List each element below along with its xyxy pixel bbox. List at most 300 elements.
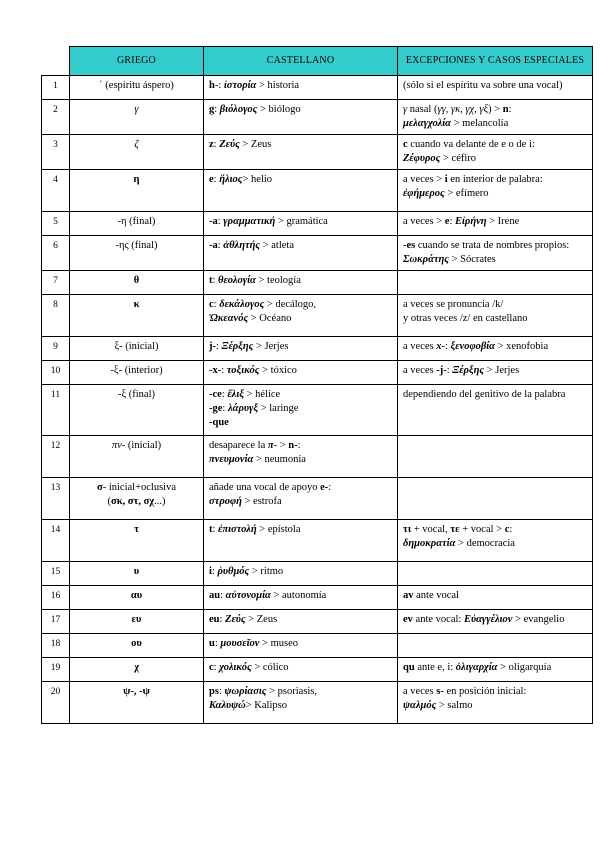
- cell-castellano: [204, 586, 398, 610]
- text-segment: > neumonía: [253, 454, 306, 465]
- castellano-line: [209, 215, 392, 229]
- text-segment: Καλυψώ: [209, 700, 246, 711]
- cell-excepciones: [398, 295, 593, 337]
- text-segment: :: [212, 275, 219, 286]
- castellano-line: [209, 565, 392, 579]
- text-segment: ζ: [134, 139, 139, 150]
- cell-excepciones: [398, 170, 593, 212]
- excepciones-line: [403, 215, 587, 229]
- text-segment: :: [214, 638, 221, 649]
- text-segment: ἐφήμερος: [403, 188, 445, 199]
- row-number: 10: [42, 361, 70, 385]
- row-number: 11: [42, 385, 70, 436]
- text-segment: z: [209, 139, 214, 150]
- cell-griego: [70, 76, 204, 100]
- text-segment: > tóxico: [259, 365, 297, 376]
- table-row: [42, 76, 593, 100]
- text-segment: > salmo: [436, 700, 473, 711]
- excepciones-line: [403, 699, 587, 713]
- text-segment: -ης (final): [115, 240, 158, 251]
- cell-griego: [70, 562, 204, 586]
- table-row: [42, 361, 593, 385]
- griego-line: [75, 637, 198, 651]
- griego-line: [75, 103, 198, 117]
- cell-griego: [70, 135, 204, 170]
- text-segment: :: [444, 341, 451, 352]
- text-segment: :: [219, 614, 226, 625]
- cell-excepciones: [398, 271, 593, 295]
- text-segment: c: [504, 524, 510, 535]
- cell-excepciones: [398, 236, 593, 271]
- text-segment: ου: [131, 638, 142, 649]
- text-segment: s-: [436, 686, 444, 697]
- text-segment: > helio: [242, 174, 273, 185]
- text-segment: :: [213, 139, 220, 150]
- text-segment: - inicial+oclusiva: [102, 482, 176, 493]
- text-segment: ante e, i:: [414, 662, 456, 673]
- text-segment: ῥυθμός: [217, 566, 250, 577]
- griego-line: [75, 685, 198, 699]
- text-segment: στροφή: [209, 496, 242, 507]
- text-segment: κ: [133, 299, 140, 310]
- row-number: 1: [42, 76, 70, 100]
- excepciones-line: [403, 312, 587, 326]
- cell-castellano: [204, 385, 398, 436]
- excepciones-line: [403, 79, 587, 93]
- cell-excepciones: [398, 478, 593, 520]
- griego-line: [75, 215, 198, 229]
- text-segment: a veces: [403, 365, 437, 376]
- castellano-line: [209, 453, 392, 467]
- header-blank-cell: [42, 47, 70, 76]
- text-segment: ev: [403, 614, 413, 625]
- text-segment: -x-: [209, 365, 222, 376]
- cell-excepciones: [398, 562, 593, 586]
- castellano-line: [209, 523, 392, 537]
- cell-castellano: [204, 436, 398, 478]
- text-segment: a veces >: [403, 216, 445, 227]
- text-segment: -ξ (final): [117, 389, 156, 400]
- griego-line: [75, 298, 198, 312]
- row-number: 19: [42, 658, 70, 682]
- cell-griego: [70, 337, 204, 361]
- text-segment: Ξέρξης: [452, 365, 485, 376]
- table-row: [42, 634, 593, 658]
- excepciones-line: [403, 661, 587, 675]
- text-segment: t: [209, 275, 213, 286]
- cell-castellano: [204, 562, 398, 586]
- row-number: 6: [42, 236, 70, 271]
- row-number: 20: [42, 682, 70, 724]
- text-segment: t: [209, 524, 213, 535]
- text-segment: > ritmo: [249, 566, 284, 577]
- text-segment: μουσεῖον: [220, 638, 260, 649]
- table-row: [42, 170, 593, 212]
- text-segment: desaparece la: [209, 440, 268, 451]
- text-segment: -a: [209, 216, 218, 227]
- table-row: [42, 212, 593, 236]
- cell-castellano: [204, 520, 398, 562]
- castellano-line: [209, 388, 392, 402]
- castellano-line: [209, 274, 392, 288]
- excepciones-line: [403, 340, 587, 354]
- text-segment: > oligarquía: [497, 662, 552, 673]
- row-number: 5: [42, 212, 70, 236]
- text-segment: ψωρίασις: [224, 686, 267, 697]
- excepciones-line: [403, 364, 587, 378]
- table-row: [42, 337, 593, 361]
- text-segment: θ: [133, 275, 140, 286]
- header-row: [42, 47, 593, 76]
- text-segment: βιόλογος: [219, 104, 258, 115]
- text-segment: -a: [209, 240, 218, 251]
- griego-line: [75, 388, 198, 402]
- text-segment: :: [213, 662, 220, 673]
- table-row: [42, 658, 593, 682]
- griego-line: [75, 481, 198, 495]
- text-segment: n: [502, 104, 509, 115]
- text-segment: cuando va delante de e o de i:: [407, 139, 535, 150]
- text-segment: γραμματική: [223, 216, 276, 227]
- castellano-line: [209, 613, 392, 627]
- text-segment: > decálogo,: [264, 299, 316, 310]
- text-segment: añade una vocal de apoyo: [209, 482, 321, 493]
- cell-excepciones: [398, 436, 593, 478]
- text-segment: e: [209, 174, 214, 185]
- text-segment: nasal (: [407, 104, 438, 115]
- text-segment: > Kalipso: [245, 700, 287, 711]
- griego-line: [75, 239, 198, 253]
- text-segment: > cólico: [251, 662, 289, 673]
- text-segment: γ: [134, 104, 139, 115]
- text-segment: σκ, στ, σχ: [110, 496, 155, 507]
- cell-griego: [70, 436, 204, 478]
- castellano-line: [209, 481, 392, 495]
- text-segment: -:: [214, 80, 224, 91]
- cell-excepciones: [398, 100, 593, 135]
- text-segment: > teología: [255, 275, 301, 286]
- castellano-line: [209, 364, 392, 378]
- cell-excepciones: [398, 337, 593, 361]
- text-segment: :: [212, 524, 219, 535]
- text-segment: > psoriasis,: [266, 686, 318, 697]
- text-segment: > Zeus: [245, 614, 278, 625]
- cell-castellano: [204, 478, 398, 520]
- table-row: [42, 135, 593, 170]
- text-segment: :: [211, 566, 218, 577]
- text-segment: > Zeus: [239, 139, 272, 150]
- text-segment: ψαλμός: [403, 700, 437, 711]
- cell-griego: [70, 271, 204, 295]
- text-segment: c: [403, 139, 408, 150]
- text-segment: τ: [134, 524, 139, 535]
- text-segment: ξ- (inicial): [114, 341, 159, 352]
- cell-griego: [70, 658, 204, 682]
- cell-excepciones: [398, 520, 593, 562]
- excepciones-line: [403, 537, 587, 551]
- header-excepciones: EXCEPCIONES Y CASOS ESPECIALES: [398, 47, 593, 76]
- text-segment: > Jerjes: [484, 365, 520, 376]
- table-row: [42, 385, 593, 436]
- text-segment: > atleta: [260, 240, 294, 251]
- text-segment: -η (final): [117, 216, 156, 227]
- cell-castellano: [204, 634, 398, 658]
- castellano-line: [209, 79, 392, 93]
- text-segment: > efímero: [444, 188, 489, 199]
- cell-excepciones: [398, 76, 593, 100]
- text-segment: ῾ (espíritu áspero): [99, 80, 174, 91]
- text-segment: :: [221, 389, 228, 400]
- excepciones-line: [403, 152, 587, 166]
- text-segment: > Irene: [486, 216, 520, 227]
- text-segment: :: [220, 590, 226, 601]
- cell-griego: [70, 100, 204, 135]
- castellano-line: [209, 138, 392, 152]
- row-number: 4: [42, 170, 70, 212]
- text-segment: ψ-, -ψ: [123, 686, 150, 697]
- cell-griego: [70, 634, 204, 658]
- excepciones-line: [403, 138, 587, 152]
- text-segment: πνευμονία: [209, 454, 254, 465]
- text-segment: en interior de palabra:: [447, 174, 543, 185]
- text-segment: Ζεύς: [219, 139, 240, 150]
- text-segment: :: [213, 299, 220, 310]
- cell-griego: [70, 586, 204, 610]
- text-segment: av: [403, 590, 414, 601]
- text-segment: > evangelio: [512, 614, 565, 625]
- cell-griego: [70, 295, 204, 337]
- text-segment: eu: [209, 614, 220, 625]
- text-segment: - >: [273, 440, 289, 451]
- cell-castellano: [204, 295, 398, 337]
- text-segment: a veces: [403, 686, 437, 697]
- text-segment: αὐτονομία: [225, 590, 271, 601]
- text-segment: :: [216, 341, 222, 352]
- header-castellano: CASTELLANO: [204, 47, 398, 76]
- excepciones-line: [403, 589, 587, 603]
- excepciones-line: [403, 117, 587, 131]
- castellano-line: [209, 416, 392, 430]
- castellano-line: [209, 103, 392, 117]
- cell-castellano: [204, 76, 398, 100]
- row-number: 12: [42, 436, 70, 478]
- table-row: [42, 271, 593, 295]
- text-segment: ps: [209, 686, 219, 697]
- text-segment: cuando se trata de nombres propios:: [415, 240, 570, 251]
- text-segment: τι: [403, 524, 412, 535]
- table-row: [42, 295, 593, 337]
- text-segment: n-: [288, 440, 298, 451]
- text-segment: > hélice: [243, 389, 281, 400]
- text-segment: > Sócrates: [448, 254, 496, 265]
- text-segment: u: [209, 638, 215, 649]
- cell-griego: [70, 236, 204, 271]
- text-segment: Σωκράτης: [403, 254, 449, 265]
- row-number: 18: [42, 634, 70, 658]
- text-segment: ἱστορία: [223, 80, 257, 91]
- text-segment: h: [209, 80, 215, 91]
- cell-griego: [70, 212, 204, 236]
- text-segment: Ζεύς: [225, 614, 246, 625]
- text-segment: > museo: [259, 638, 299, 649]
- text-segment: τοξικός: [226, 365, 260, 376]
- text-segment: :: [222, 403, 228, 414]
- cell-excepciones: [398, 586, 593, 610]
- text-segment: λάρυγξ: [227, 403, 259, 414]
- table-row: [42, 682, 593, 724]
- text-segment: > historia: [256, 80, 300, 91]
- row-number: 3: [42, 135, 70, 170]
- text-segment: g: [209, 104, 215, 115]
- text-segment: > Jerjes: [253, 341, 289, 352]
- text-segment: dependiendo del genitivo de la palabra: [403, 389, 566, 400]
- table-row: [42, 436, 593, 478]
- excepciones-line: [403, 388, 587, 402]
- text-segment: δημοκρατία: [403, 538, 456, 549]
- text-segment: Ὠκεανός: [209, 313, 249, 324]
- text-segment: -ge: [209, 403, 223, 414]
- transcription-table: [41, 46, 593, 724]
- cell-castellano: [204, 100, 398, 135]
- text-segment: i: [444, 174, 448, 185]
- text-segment: > epístola: [256, 524, 301, 535]
- castellano-line: [209, 239, 392, 253]
- text-segment: γγ, γκ, γχ, γξ: [437, 104, 489, 115]
- text-segment: a veces se pronuncia /k/: [403, 299, 504, 310]
- griego-line: [75, 173, 198, 187]
- cell-griego: [70, 478, 204, 520]
- text-segment: ante vocal: [413, 590, 459, 601]
- row-number: 16: [42, 586, 70, 610]
- row-number: 9: [42, 337, 70, 361]
- text-segment: i: [209, 566, 212, 577]
- text-segment: > laringe: [258, 403, 299, 414]
- castellano-line: [209, 173, 392, 187]
- excepciones-line: [403, 685, 587, 699]
- text-segment: τε: [450, 524, 460, 535]
- text-segment: :: [217, 216, 224, 227]
- text-segment: y otras veces /z/ en castellano: [403, 313, 528, 324]
- text-segment: > gramática: [275, 216, 328, 227]
- cell-castellano: [204, 271, 398, 295]
- cell-griego: [70, 361, 204, 385]
- griego-line: [75, 340, 198, 354]
- cell-castellano: [204, 658, 398, 682]
- row-number: 14: [42, 520, 70, 562]
- text-segment: :: [328, 482, 332, 493]
- text-segment: (sólo si el espíritu va sobre una vocal): [403, 80, 563, 91]
- text-segment: υ: [133, 566, 140, 577]
- text-segment: -que: [209, 417, 229, 428]
- text-segment: au: [209, 590, 221, 601]
- text-segment: :: [221, 365, 227, 376]
- text-segment: πν: [111, 440, 122, 451]
- text-segment: -es: [403, 240, 416, 251]
- text-segment: c: [209, 662, 214, 673]
- cell-excepciones: [398, 658, 593, 682]
- text-segment: -ce: [209, 389, 222, 400]
- cell-castellano: [204, 682, 398, 724]
- cell-castellano: [204, 135, 398, 170]
- text-segment: σ: [97, 482, 103, 493]
- text-segment: qu: [403, 662, 415, 673]
- griego-line: [75, 439, 198, 453]
- excepciones-line: [403, 173, 587, 187]
- griego-line: [75, 565, 198, 579]
- griego-line: [75, 138, 198, 152]
- cell-castellano: [204, 337, 398, 361]
- text-segment: ἀθλητής: [223, 240, 261, 251]
- castellano-line: [209, 589, 392, 603]
- cell-castellano: [204, 212, 398, 236]
- text-segment: ὀλιγαρχία: [455, 662, 498, 673]
- text-segment: :: [297, 440, 301, 451]
- castellano-line: [209, 312, 392, 326]
- cell-griego: [70, 520, 204, 562]
- text-segment: > Océano: [248, 313, 292, 324]
- cell-castellano: [204, 361, 398, 385]
- text-segment: -j-: [436, 365, 447, 376]
- text-segment: + vocal,: [411, 524, 451, 535]
- text-segment: αυ: [130, 590, 143, 601]
- table-row: [42, 478, 593, 520]
- cell-griego: [70, 170, 204, 212]
- excepciones-line: [403, 613, 587, 627]
- text-segment: -ξ- (interior): [110, 365, 163, 376]
- text-segment: + vocal >: [459, 524, 505, 535]
- griego-line: [75, 661, 198, 675]
- cell-excepciones: [398, 610, 593, 634]
- text-segment: > autonomía: [270, 590, 327, 601]
- text-segment: > democracia: [455, 538, 515, 549]
- griego-line: [75, 589, 198, 603]
- castellano-line: [209, 699, 392, 713]
- text-segment: e: [444, 216, 450, 227]
- castellano-line: [209, 495, 392, 509]
- text-segment: η: [133, 174, 140, 185]
- text-segment: ) >: [488, 104, 503, 115]
- text-segment: > biólogo: [257, 104, 301, 115]
- cell-excepciones: [398, 361, 593, 385]
- text-segment: (: [107, 496, 111, 507]
- castellano-line: [209, 439, 392, 453]
- text-segment: γ: [403, 104, 408, 115]
- text-segment: > estrofa: [241, 496, 282, 507]
- table-body: [42, 76, 593, 724]
- griego-line: [75, 364, 198, 378]
- cell-excepciones: [398, 212, 593, 236]
- text-segment: e-: [320, 482, 329, 493]
- text-segment: a veces >: [403, 174, 445, 185]
- text-segment: ante vocal:: [412, 614, 464, 625]
- cell-castellano: [204, 170, 398, 212]
- table-row: [42, 236, 593, 271]
- castellano-line: [209, 402, 392, 416]
- row-number: 7: [42, 271, 70, 295]
- text-segment: :: [218, 686, 225, 697]
- castellano-line: [209, 661, 392, 675]
- text-segment: c: [209, 299, 214, 310]
- castellano-line: [209, 637, 392, 651]
- excepciones-line: [403, 103, 587, 117]
- cell-excepciones: [398, 682, 593, 724]
- text-segment: Εὐαγγέλιον: [463, 614, 513, 625]
- text-segment: μελαγχολία: [403, 118, 451, 129]
- text-segment: Εἰρήνη: [455, 216, 487, 227]
- excepciones-line: [403, 523, 587, 537]
- text-segment: j-: [209, 341, 216, 352]
- text-segment: :: [217, 240, 224, 251]
